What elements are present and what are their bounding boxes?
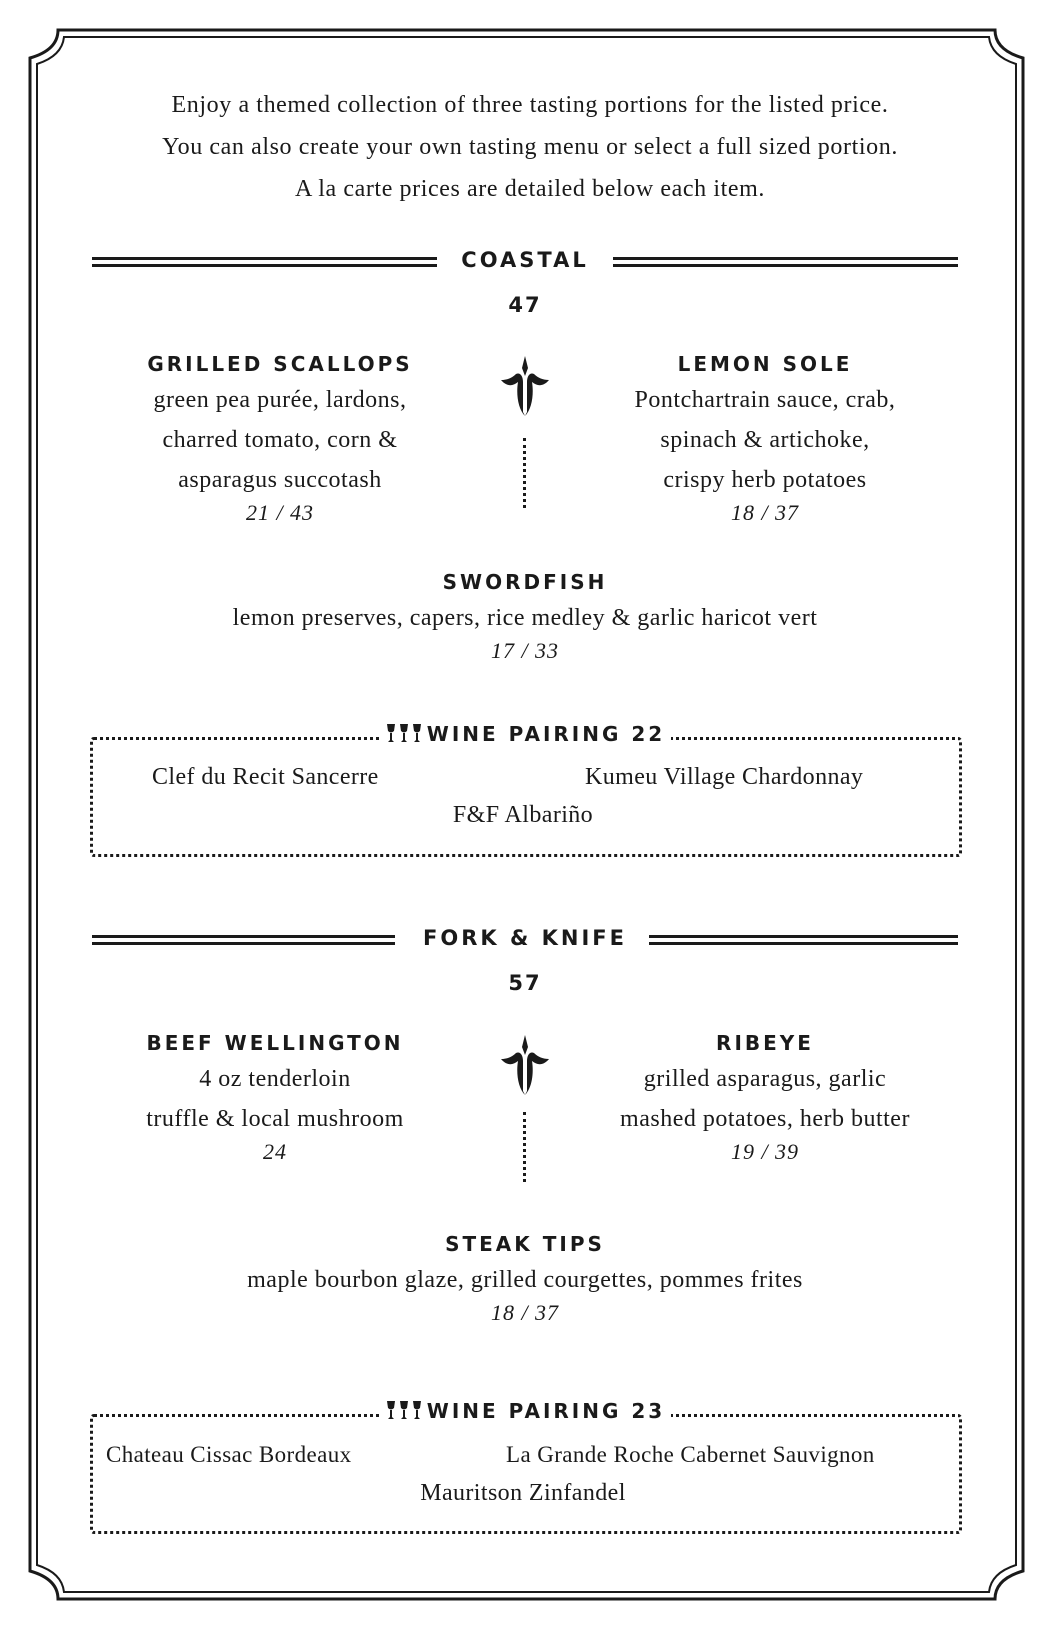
dish-name: GRILLED SCALLOPS xyxy=(147,352,413,376)
wine-glasses-icon xyxy=(385,1399,423,1421)
dish-swordfish xyxy=(100,570,950,664)
desc-line: grilled asparagus, garlic xyxy=(643,1066,887,1092)
dish-price: 21 / 43 xyxy=(245,500,315,525)
section-price: 57 xyxy=(508,971,542,995)
dish-description xyxy=(100,598,950,638)
vertical-dotted-divider xyxy=(523,1112,526,1182)
section-price: 47 xyxy=(508,293,542,317)
dish-description xyxy=(100,1260,950,1300)
desc-line: green pea purée, lardons, xyxy=(153,387,407,413)
wine-item: Mauritson Zinfandel xyxy=(420,1480,626,1506)
dish-description xyxy=(80,380,480,500)
wine-pairing-label: WINE PAIRING 23 xyxy=(426,1399,666,1423)
section-header xyxy=(437,248,613,272)
wine-item: Kumeu Village Chardonnay xyxy=(585,764,864,790)
dish-price: 24 xyxy=(263,1139,287,1164)
wine-item: Chateau Cissac Bordeaux xyxy=(106,1442,352,1467)
section-rule-right xyxy=(613,257,958,267)
dish-name: STEAK TIPS xyxy=(445,1232,605,1256)
wine-glasses-icon xyxy=(385,722,423,744)
dish-name: RIBEYE xyxy=(716,1031,814,1055)
section-title: COASTAL xyxy=(461,248,589,272)
wine-pairing-box xyxy=(90,737,962,857)
desc-line: Pontchartrain sauce, crab, xyxy=(634,387,896,413)
dish-name: SWORDFISH xyxy=(442,570,608,594)
dish-price: 17 / 33 xyxy=(490,638,560,663)
wine-item: F&F Albariño xyxy=(452,802,594,828)
intro-line: A la carte prices are detailed below each item. xyxy=(295,176,765,202)
section-title: FORK & KNIFE xyxy=(423,926,627,950)
vertical-dotted-divider xyxy=(523,438,526,508)
desc-line: 4 oz tenderloin xyxy=(199,1066,351,1092)
wine-pairing-box xyxy=(90,1414,962,1534)
dish-name: BEEF WELLINGTON xyxy=(146,1031,404,1055)
dish-description xyxy=(560,380,970,500)
section-rule-left xyxy=(92,935,395,945)
dish-name: LEMON SOLE xyxy=(677,352,853,376)
fleur-divider-icon xyxy=(498,354,552,424)
dish-price: 18 / 37 xyxy=(490,1300,560,1325)
wine-item: La Grande Roche Cabernet Sauvignon xyxy=(506,1442,875,1467)
desc-line: mashed potatoes, herb butter xyxy=(620,1106,910,1132)
desc-line: truffle & local mushroom xyxy=(146,1106,404,1132)
dish-description xyxy=(75,1059,475,1139)
desc-line: crispy herb potatoes xyxy=(663,467,867,493)
dish-price: 19 / 39 xyxy=(730,1139,800,1164)
desc-line: maple bourbon glaze, grilled courgettes, pommes frites xyxy=(247,1267,803,1293)
desc-line: lemon preserves, capers, rice medley & garlic haricot vert xyxy=(232,605,818,631)
dish-price: 18 / 37 xyxy=(730,500,800,525)
section-header xyxy=(405,926,645,950)
dish-grilled-scallops xyxy=(80,352,480,526)
dish-description xyxy=(560,1059,970,1139)
wine-pairing-label-wrap xyxy=(379,1399,671,1423)
desc-line: spinach & artichoke, xyxy=(660,427,870,453)
wine-pairing-label: WINE PAIRING 22 xyxy=(426,722,666,746)
desc-line: charred tomato, corn & xyxy=(162,427,398,453)
intro-line: Enjoy a themed collection of three tasting portions for the listed price. xyxy=(171,92,889,118)
wine-pairing-label-wrap xyxy=(379,722,671,746)
intro-line: You can also create your own tasting menu or select a full sized portion. xyxy=(162,134,898,160)
dish-lemon-sole xyxy=(560,352,970,526)
wine-pairing-header xyxy=(360,1399,690,1423)
section-rule-left xyxy=(92,257,437,267)
wine-pairing-header xyxy=(360,722,690,746)
dish-ribeye xyxy=(560,1031,970,1165)
dish-beef-wellington xyxy=(75,1031,475,1165)
desc-line: asparagus succotash xyxy=(178,467,382,493)
fleur-divider-icon xyxy=(498,1033,552,1103)
dish-steak-tips xyxy=(100,1232,950,1326)
intro-text xyxy=(90,84,970,210)
wine-item: Clef du Recit Sancerre xyxy=(152,764,379,790)
section-rule-right xyxy=(649,935,958,945)
